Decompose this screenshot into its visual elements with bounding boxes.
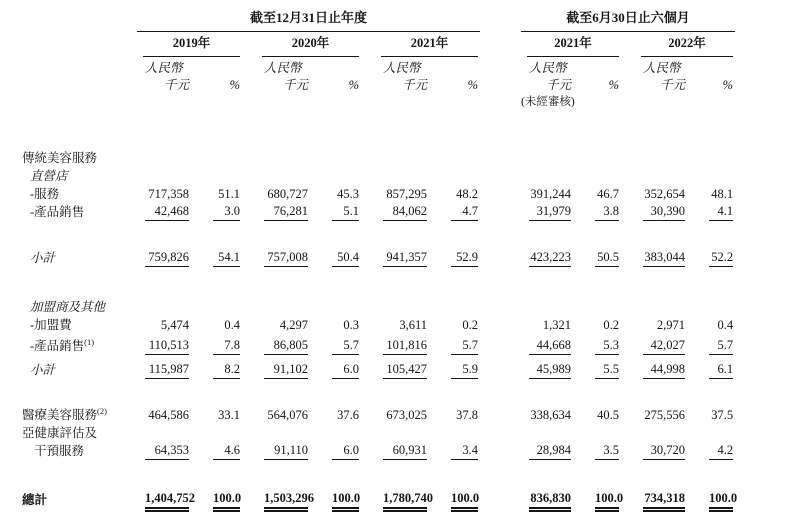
value-cell: 423,223	[529, 249, 571, 267]
percent-cell: 54.1	[213, 249, 240, 267]
value-cell: 44,668	[529, 337, 571, 355]
percent-cell: 50.5	[595, 249, 619, 267]
percent-cell: 0.2	[603, 318, 620, 332]
value-cell: 338,634	[530, 408, 572, 423]
row-label: -產品銷售	[30, 205, 85, 219]
percent-cell: 0.3	[343, 318, 359, 332]
value-cell: 1,321	[542, 318, 572, 332]
group-header-row	[20, 6, 747, 32]
value-cell: 110,513	[145, 337, 189, 355]
value-cell: 5,474	[160, 318, 189, 332]
value-cell: 759,826	[145, 249, 189, 267]
value-cell: 352,654	[644, 187, 686, 201]
percent-cell: 52.9	[451, 249, 478, 267]
row-label: 總計	[22, 493, 48, 508]
value-cell: 464,586	[148, 408, 189, 423]
row-label: -服務	[30, 187, 60, 201]
percent-cell: 50.4	[332, 249, 359, 267]
thousand-label: 千元	[546, 78, 572, 92]
value-cell: 28,984	[529, 442, 571, 460]
percent-cell: 33.1	[218, 408, 240, 423]
value-cell: 30,390	[643, 203, 685, 221]
group-header-interim: 截至6月30日止六個月	[521, 9, 735, 32]
table-row-product-sales-direct	[20, 203, 747, 221]
value-cell: 757,008	[264, 249, 308, 267]
year-header-2021-interim: 2021年	[527, 35, 619, 57]
percent-cell: 100.0	[709, 490, 733, 509]
percent-cell: 4.1	[709, 203, 733, 221]
row-label: -加盟費	[30, 318, 72, 332]
table-row-direct-stores	[20, 167, 747, 185]
currency-header-row	[20, 57, 747, 77]
table-row-total	[20, 490, 747, 509]
currency-label: 人民幣	[643, 61, 681, 75]
spacer	[20, 221, 747, 249]
value-cell: 42,468	[145, 203, 189, 221]
spacer	[20, 460, 747, 490]
percent-cell: 6.1	[709, 361, 733, 379]
value-cell: 275,556	[644, 408, 686, 423]
thousand-label: 千元	[282, 78, 308, 92]
table-row-product-sales-franchise	[20, 334, 747, 355]
value-cell: 3,611	[399, 318, 427, 332]
table-row-subtotal-direct	[20, 249, 747, 267]
percent-cell: 37.6	[337, 408, 359, 423]
row-label: 干預服務	[34, 444, 85, 459]
table-row-franchise-fees	[20, 316, 747, 334]
percent-cell: 5.1	[332, 203, 359, 221]
unit-header-row	[20, 77, 747, 94]
percent-cell: 48.2	[456, 187, 479, 201]
percent-cell: 5.7	[451, 337, 478, 355]
row-label: 加盟商及其他	[30, 300, 106, 314]
percent-cell: 0.2	[462, 318, 479, 332]
year-header-2019: 2019年	[143, 35, 240, 57]
table-row-subhealth-label	[20, 424, 747, 442]
revenue-breakdown-table	[20, 6, 747, 509]
value-cell: 564,076	[267, 408, 308, 423]
percent-cell: 51.1	[218, 187, 240, 201]
percent-cell: 45.3	[337, 187, 359, 201]
year-header-2020: 2020年	[262, 35, 359, 57]
value-cell: 91,102	[264, 361, 308, 379]
year-header-2022-interim: 2022年	[641, 35, 733, 57]
currency-label: 人民幣	[264, 61, 302, 75]
value-cell: 734,318	[643, 490, 685, 509]
percent-cell: 5.3	[595, 337, 619, 355]
row-label: 小計	[30, 251, 56, 265]
percent-cell: 37.8	[456, 408, 479, 423]
value-cell: 717,358	[148, 187, 189, 201]
footnote-marker: (1)	[84, 337, 95, 347]
value-cell: 86,805	[264, 337, 308, 355]
percent-cell: 4.7	[451, 203, 478, 221]
percent-cell: 46.7	[597, 187, 620, 201]
thousand-label: 千元	[660, 78, 686, 92]
percent-cell: 3.8	[595, 203, 619, 221]
value-cell: 91,110	[264, 442, 308, 460]
percent-cell: 5.7	[332, 337, 359, 355]
table-row-subtotal-franchise	[20, 355, 747, 379]
percent-cell: 40.5	[597, 408, 620, 423]
value-cell: 45,989	[529, 361, 571, 379]
row-label: 醫療美容服務	[22, 408, 98, 423]
table-row-services	[20, 185, 747, 203]
spacer	[20, 111, 747, 149]
year-header-row	[20, 32, 747, 57]
value-cell: 1,503,296	[264, 490, 308, 509]
value-cell: 383,044	[643, 249, 685, 267]
value-cell: 391,244	[530, 187, 572, 201]
percent-label: %	[348, 78, 359, 92]
percent-cell: 7.8	[213, 337, 240, 355]
spacer	[20, 267, 747, 298]
value-cell: 105,427	[383, 361, 427, 379]
percent-cell: 3.0	[213, 203, 240, 221]
value-cell: 941,357	[383, 249, 427, 267]
row-label: -產品銷售	[30, 339, 85, 354]
table-row-section-traditional-beauty	[20, 149, 747, 167]
value-cell: 836,830	[529, 490, 571, 509]
currency-label: 人民幣	[145, 61, 183, 75]
percent-cell: 6.0	[332, 442, 359, 460]
value-cell: 31,979	[529, 203, 571, 221]
row-label: 傳統美容服務	[22, 151, 98, 165]
value-cell: 42,027	[643, 337, 685, 355]
percent-cell: 3.4	[451, 442, 478, 460]
value-cell: 44,998	[643, 361, 685, 379]
percent-cell: 37.5	[711, 408, 734, 423]
percent-cell: 4.6	[213, 442, 240, 460]
unaudited-note-row	[20, 94, 747, 111]
percent-cell: 5.5	[595, 361, 619, 379]
value-cell: 60,931	[383, 442, 427, 460]
value-cell: 1,404,752	[145, 490, 189, 509]
value-cell: 2,971	[656, 318, 686, 332]
value-cell: 857,295	[386, 187, 427, 201]
value-cell: 76,281	[264, 203, 308, 221]
percent-label: %	[722, 78, 734, 92]
row-label: 亞健康評估及	[22, 426, 98, 441]
percent-cell: 100.0	[332, 490, 359, 509]
percent-label: %	[608, 78, 620, 92]
percent-cell: 100.0	[595, 490, 619, 509]
value-cell: 115,987	[145, 361, 189, 379]
percent-cell: 100.0	[213, 490, 240, 509]
percent-cell: 52.2	[709, 249, 733, 267]
percent-cell: 6.0	[332, 361, 359, 379]
value-cell: 673,025	[386, 408, 427, 423]
value-cell: 4,297	[279, 318, 308, 332]
group-header-annual: 截至12月31日止年度	[137, 9, 480, 32]
year-header-2021: 2021年	[381, 35, 478, 57]
thousand-label: 千元	[401, 78, 427, 92]
percent-cell: 4.2	[709, 442, 733, 460]
percent-cell: 3.5	[595, 442, 619, 460]
percent-cell: 0.4	[717, 318, 734, 332]
value-cell: 30,720	[643, 442, 685, 460]
percent-cell: 5.9	[451, 361, 478, 379]
unaudited-note: (未經審核)	[521, 96, 575, 108]
currency-label: 人民幣	[383, 61, 421, 75]
value-cell: 64,353	[145, 442, 189, 460]
thousand-label: 千元	[163, 78, 189, 92]
percent-label: %	[467, 78, 479, 92]
footnote-marker: (2)	[97, 406, 107, 417]
value-cell: 1,780,740	[383, 490, 427, 509]
column-gap	[492, 6, 519, 32]
row-label: 直營店	[30, 169, 68, 183]
percent-cell: 0.4	[224, 318, 240, 332]
percent-label: %	[229, 78, 240, 92]
value-cell: 101,816	[383, 337, 427, 355]
currency-label: 人民幣	[529, 61, 567, 75]
percent-cell: 5.7	[709, 337, 733, 355]
table-row-medical-beauty	[20, 403, 747, 424]
percent-cell: 100.0	[451, 490, 478, 509]
table-row-section-franchisees	[20, 298, 747, 316]
spacer	[20, 379, 747, 403]
percent-cell: 8.2	[213, 361, 240, 379]
percent-cell: 48.1	[711, 187, 734, 201]
row-label: 小計	[30, 363, 56, 378]
value-cell: 680,727	[267, 187, 308, 201]
value-cell: 84,062	[383, 203, 427, 221]
table-row-intervention-services	[20, 442, 747, 460]
